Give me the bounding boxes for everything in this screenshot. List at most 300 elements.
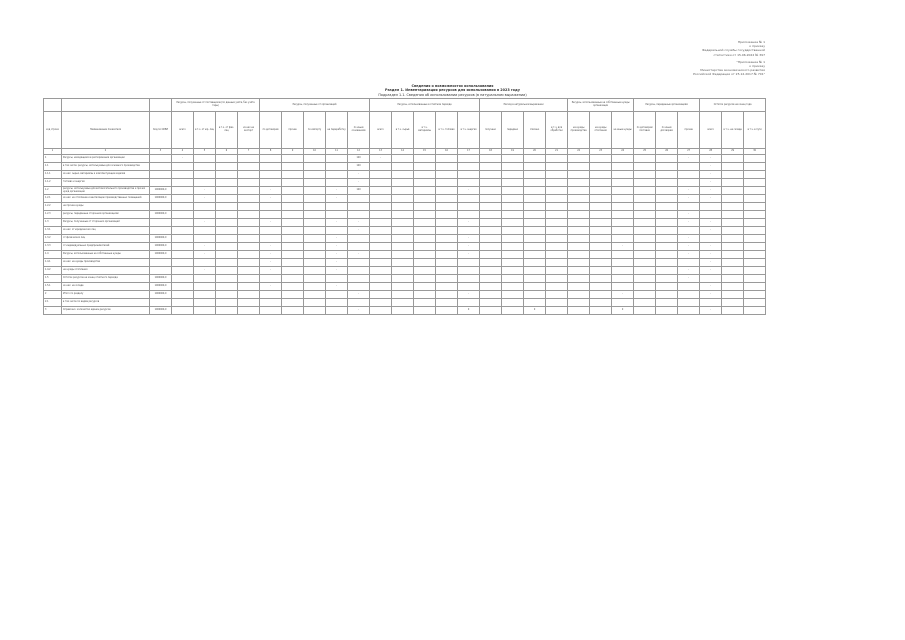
table-cell <box>370 163 392 171</box>
table-cell <box>260 163 282 171</box>
row-okei <box>150 203 172 211</box>
table-row <box>44 179 766 187</box>
table-cell <box>238 307 260 315</box>
table-cell <box>568 259 590 267</box>
table-cell <box>194 179 216 187</box>
table-cell <box>678 171 700 179</box>
table-cell <box>216 171 238 179</box>
table-cell <box>238 299 260 307</box>
table-cell <box>656 259 678 267</box>
table-cell <box>260 299 282 307</box>
table-cell <box>304 283 326 291</box>
table-cell <box>502 283 524 291</box>
table-cell <box>524 267 546 275</box>
table-cell: - <box>700 251 722 259</box>
table-row <box>44 243 766 251</box>
header-group-cell: Ресурсы, использованные в отчётном периоде <box>370 99 480 112</box>
table-cell <box>568 187 590 195</box>
table-cell <box>216 307 238 315</box>
table-cell <box>568 155 590 163</box>
table-row <box>44 299 766 307</box>
table-cell <box>326 163 348 171</box>
column-number: 18 <box>480 149 502 155</box>
table-cell <box>216 211 238 219</box>
table-cell: - <box>458 187 480 195</box>
table-cell <box>568 211 590 219</box>
table-row <box>44 163 766 171</box>
table-cell <box>458 203 480 211</box>
table-cell: - <box>260 283 282 291</box>
table-cell <box>722 251 744 259</box>
table-cell <box>612 163 634 171</box>
table-cell <box>744 259 766 267</box>
table-cell: - <box>700 155 722 163</box>
table-cell <box>436 243 458 251</box>
table-cell <box>370 291 392 299</box>
table-cell <box>612 195 634 203</box>
table-cell <box>546 155 568 163</box>
table-cell <box>546 259 568 267</box>
table-cell <box>722 163 744 171</box>
table-cell <box>480 187 502 195</box>
row-name: из них: сырьё, материалы и комплектующие изделия <box>62 171 150 179</box>
table-row <box>44 227 766 235</box>
table-cell: - <box>326 283 348 291</box>
table-cell <box>458 275 480 283</box>
table-cell <box>436 195 458 203</box>
table-cell <box>238 243 260 251</box>
table-cell <box>348 283 370 291</box>
table-cell <box>436 251 458 259</box>
table-cell <box>414 195 436 203</box>
table-cell <box>744 275 766 283</box>
table-cell <box>590 235 612 243</box>
table-cell <box>590 195 612 203</box>
table-row <box>44 275 766 283</box>
table-cell <box>370 307 392 315</box>
table-cell <box>568 163 590 171</box>
table-cell <box>634 251 656 259</box>
table-cell <box>656 179 678 187</box>
table-cell: - <box>260 195 282 203</box>
table-cell: - <box>458 235 480 243</box>
column-number: 17 <box>458 149 480 155</box>
table-cell <box>172 195 194 203</box>
table-cell <box>194 307 216 315</box>
table-cell <box>502 171 524 179</box>
table-cell <box>546 211 568 219</box>
table-cell <box>370 259 392 267</box>
table-cell <box>348 299 370 307</box>
row-name: на нужды отопления <box>62 267 150 275</box>
table-cell: - <box>678 235 700 243</box>
table-cell <box>744 187 766 195</box>
row-okei <box>150 163 172 171</box>
column-number: 20 <box>524 149 546 155</box>
table-cell <box>700 203 722 211</box>
table-cell <box>260 275 282 283</box>
row-okei <box>150 299 172 307</box>
table-cell <box>436 179 458 187</box>
table-cell <box>612 187 634 195</box>
table-cell <box>722 283 744 291</box>
table-cell <box>634 187 656 195</box>
table-cell <box>524 251 546 259</box>
column-number: 13 <box>370 149 392 155</box>
table-cell <box>194 291 216 299</box>
table-cell <box>238 219 260 227</box>
table-cell <box>634 307 656 315</box>
table-cell: - <box>326 187 348 195</box>
row-name: на прочие нужды <box>62 203 150 211</box>
table-cell <box>392 187 414 195</box>
table-cell: - <box>348 227 370 235</box>
table-cell <box>238 171 260 179</box>
table-cell <box>722 291 744 299</box>
table-row <box>44 291 766 299</box>
table-cell: - <box>678 243 700 251</box>
table-cell <box>436 235 458 243</box>
table-cell <box>282 219 304 227</box>
table-cell <box>282 267 304 275</box>
table-cell <box>612 171 634 179</box>
table-cell <box>480 227 502 235</box>
table-cell <box>216 267 238 275</box>
table-cell <box>524 291 546 299</box>
table-cell <box>172 187 194 195</box>
table-cell <box>414 251 436 259</box>
table-cell <box>546 171 568 179</box>
header-group-cell: Ресурсы, переданные организациям <box>634 99 700 112</box>
table-cell <box>546 203 568 211</box>
table-cell <box>172 163 194 171</box>
table-cell <box>590 155 612 163</box>
table-cell <box>678 283 700 291</box>
table-cell <box>546 283 568 291</box>
table-cell <box>502 243 524 251</box>
table-cell <box>172 283 194 291</box>
table-cell <box>414 283 436 291</box>
table-cell <box>370 243 392 251</box>
table-cell <box>634 195 656 203</box>
row-okei: 1000000,0 <box>150 187 172 195</box>
table-cell <box>524 155 546 163</box>
column-header: в т.ч. топливо <box>436 112 458 149</box>
table-cell: - <box>326 251 348 259</box>
table-cell <box>238 179 260 187</box>
table-cell <box>722 267 744 275</box>
column-header: в т.ч. для обработки <box>546 112 568 149</box>
table-cell <box>436 211 458 219</box>
row-code: 1.4.1 <box>44 259 62 267</box>
table-cell <box>304 267 326 275</box>
row-code: 1.3 <box>44 219 62 227</box>
table-cell <box>392 259 414 267</box>
table-cell <box>326 179 348 187</box>
row-okei: 1000000,0 <box>150 211 172 219</box>
row-name: ресурсы, переданные сторонним организациям <box>62 211 150 219</box>
column-number: 10 <box>304 149 326 155</box>
table-cell <box>414 291 436 299</box>
table-row <box>44 195 766 203</box>
table-cell <box>260 179 282 187</box>
table-cell <box>480 171 502 179</box>
table-cell <box>216 299 238 307</box>
table-cell <box>524 299 546 307</box>
table-cell: - <box>700 195 722 203</box>
table-cell: - <box>348 171 370 179</box>
table-cell <box>480 203 502 211</box>
table-cell: - <box>700 219 722 227</box>
table-cell <box>370 235 392 243</box>
table-cell <box>656 299 678 307</box>
table-cell <box>326 275 348 283</box>
table-cell: - <box>678 275 700 283</box>
table-cell <box>700 299 722 307</box>
table-cell <box>502 299 524 307</box>
table-cell <box>282 227 304 235</box>
table-cell <box>392 307 414 315</box>
row-code: 1.2.1 <box>44 195 62 203</box>
table-row <box>44 211 766 219</box>
header-group-cell <box>62 99 150 112</box>
row-code: 3 <box>44 307 62 315</box>
column-number: 30 <box>744 149 766 155</box>
table-cell <box>656 307 678 315</box>
table-cell <box>194 299 216 307</box>
table-cell <box>238 211 260 219</box>
column-header: по договорам <box>260 112 282 149</box>
table-cell <box>172 267 194 275</box>
table-cell <box>304 195 326 203</box>
table-cell <box>348 267 370 275</box>
table-cell: - <box>260 219 282 227</box>
row-name: Ресурсы, использованные на собственные нужды <box>62 251 150 259</box>
table-cell: - <box>260 243 282 251</box>
table-cell <box>480 275 502 283</box>
table-cell <box>194 259 216 267</box>
table-cell <box>634 235 656 243</box>
table-cell <box>370 187 392 195</box>
table-cell <box>216 243 238 251</box>
table-cell <box>392 275 414 283</box>
table-cell <box>546 275 568 283</box>
table-cell <box>216 195 238 203</box>
table-cell <box>656 275 678 283</box>
table-cell <box>678 163 700 171</box>
table-cell <box>502 195 524 203</box>
row-name: в том числе: ресурсы, используемые для основного производства <box>62 163 150 171</box>
table-cell <box>568 307 590 315</box>
column-number: 14 <box>392 149 414 155</box>
table-cell <box>458 211 480 219</box>
row-okei: 1000000,0 <box>150 235 172 243</box>
table-cell <box>238 267 260 275</box>
table-row <box>44 259 766 267</box>
table-cell: - <box>260 267 282 275</box>
table-cell <box>700 275 722 283</box>
header-group-cell: Ресурсы, полученные от организаций <box>260 99 370 112</box>
row-code: 1.3.2 <box>44 235 62 243</box>
table-cell: - <box>700 179 722 187</box>
table-cell <box>436 227 458 235</box>
table-cell: - <box>348 251 370 259</box>
table-cell <box>304 291 326 299</box>
table-cell <box>414 179 436 187</box>
table-cell <box>612 235 634 243</box>
table-cell <box>502 307 524 315</box>
column-number: 22 <box>568 149 590 155</box>
table-cell: - <box>678 187 700 195</box>
table-cell <box>458 259 480 267</box>
table-cell: - <box>348 179 370 187</box>
table-cell <box>238 163 260 171</box>
table-cell <box>590 187 612 195</box>
table-cell <box>590 291 612 299</box>
table-cell <box>260 227 282 235</box>
table-cell <box>304 179 326 187</box>
table-cell <box>414 203 436 211</box>
table-cell <box>612 155 634 163</box>
table-cell: - <box>194 219 216 227</box>
table-cell <box>414 187 436 195</box>
column-header: в т.ч. энергия <box>458 112 480 149</box>
table-cell <box>282 283 304 291</box>
table-cell <box>502 187 524 195</box>
table-cell <box>524 275 546 283</box>
column-header: Наименование показателя <box>62 112 150 149</box>
table-cell <box>172 243 194 251</box>
table-cell <box>370 211 392 219</box>
table-cell <box>502 155 524 163</box>
table-cell <box>436 291 458 299</box>
column-header: по договорам поставки <box>634 112 656 149</box>
table-cell <box>458 171 480 179</box>
table-cell <box>502 275 524 283</box>
table-cell <box>656 195 678 203</box>
table-cell: - <box>612 243 634 251</box>
table-cell <box>458 195 480 203</box>
table-cell <box>502 291 524 299</box>
column-header: в т.ч. сырьё <box>392 112 414 149</box>
table-cell <box>744 155 766 163</box>
table-cell <box>348 235 370 243</box>
table-cell <box>392 211 414 219</box>
table-cell <box>238 195 260 203</box>
row-okei <box>150 155 172 163</box>
table-cell: - <box>458 291 480 299</box>
row-code: 1.1.1 <box>44 171 62 179</box>
table-cell <box>414 163 436 171</box>
table-cell <box>744 243 766 251</box>
table-cell <box>546 243 568 251</box>
table-cell <box>304 187 326 195</box>
table-cell <box>744 283 766 291</box>
table-cell <box>370 171 392 179</box>
table-cell: - <box>260 251 282 259</box>
table-cell <box>502 219 524 227</box>
table-cell <box>216 179 238 187</box>
table-cell <box>656 219 678 227</box>
row-name: из них: на складе <box>62 283 150 291</box>
table-cell: - <box>326 195 348 203</box>
table-cell <box>590 299 612 307</box>
table-cell <box>216 187 238 195</box>
row-code: 1.1 <box>44 163 62 171</box>
column-number: 11 <box>326 149 348 155</box>
table-cell <box>260 235 282 243</box>
table-cell <box>722 299 744 307</box>
table-cell <box>392 227 414 235</box>
table-cell: - <box>194 251 216 259</box>
table-cell <box>458 155 480 163</box>
table-cell <box>480 291 502 299</box>
column-header: на иные нужды <box>612 112 634 149</box>
table-cell <box>480 267 502 275</box>
table-cell <box>348 275 370 283</box>
table-cell <box>414 243 436 251</box>
table-cell <box>304 211 326 219</box>
table-cell <box>546 291 568 299</box>
table-cell <box>392 203 414 211</box>
table-cell <box>722 187 744 195</box>
table-cell <box>172 291 194 299</box>
column-header: в т.ч. в пути <box>744 112 766 149</box>
table-cell <box>172 171 194 179</box>
table-cell <box>326 299 348 307</box>
table-cell <box>590 203 612 211</box>
table-cell <box>524 171 546 179</box>
table-cell <box>370 203 392 211</box>
table-cell <box>568 267 590 275</box>
table-cell <box>568 299 590 307</box>
table-cell <box>260 307 282 315</box>
table-cell <box>392 235 414 243</box>
row-okei: 1000000,0 <box>150 275 172 283</box>
table-cell <box>392 267 414 275</box>
table-cell <box>722 259 744 267</box>
table-cell <box>480 259 502 267</box>
table-row <box>44 283 766 291</box>
table-cell: - <box>348 307 370 315</box>
table-cell <box>304 155 326 163</box>
table-cell <box>260 203 282 211</box>
table-cell: - <box>194 243 216 251</box>
table-cell <box>238 291 260 299</box>
column-header: в т.ч. от физ. лиц <box>216 112 238 149</box>
column-number: 9 <box>282 149 304 155</box>
row-code: 1.2 <box>44 187 62 195</box>
table-cell <box>392 179 414 187</box>
table-cell <box>326 155 348 163</box>
row-name: Ресурсы, находящиеся в распоряжении организации <box>62 155 150 163</box>
table-cell: - <box>678 211 700 219</box>
table-cell: - <box>700 163 722 171</box>
table-cell <box>546 163 568 171</box>
table-cell: - <box>700 171 722 179</box>
table-cell <box>370 283 392 291</box>
row-name: топливо и энергия <box>62 179 150 187</box>
corner-line: статистики от 15.06.2022 № 397 <box>713 52 765 57</box>
table-cell <box>260 155 282 163</box>
table-cell: - <box>700 267 722 275</box>
table-cell <box>326 227 348 235</box>
table-cell <box>348 259 370 267</box>
table-cell <box>282 299 304 307</box>
table-cell <box>634 283 656 291</box>
table-cell: 0 <box>524 307 546 315</box>
column-number: 2 <box>62 149 150 155</box>
